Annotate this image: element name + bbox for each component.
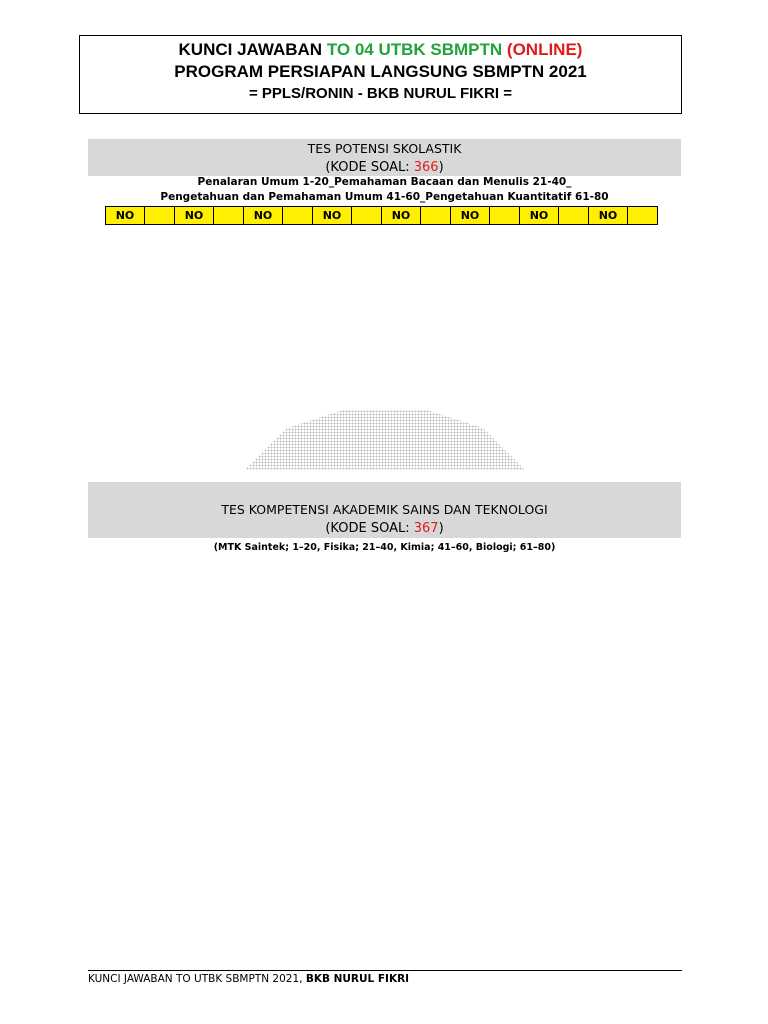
footer-text: KUNCI JAWABAN TO UTBK SBMPTN 2021, — [88, 973, 306, 985]
column-header-no: NO — [313, 207, 352, 225]
footer-org: BKB NURUL FIKRI — [305, 973, 410, 985]
document-header — [79, 35, 682, 114]
column-header-blank — [490, 207, 520, 225]
column-header-no: NO — [244, 207, 283, 225]
tps-subtitle-1: Penalaran Umum 1-20_Pemahaman Bacaan dan Menulis 21-40_ — [197, 176, 572, 188]
tps-subtitle-2: Pengetahuan dan Pemahaman Umum 41-60_Pengetahuan Kuantitatif 61-80 — [160, 191, 609, 203]
column-header-blank — [145, 207, 175, 225]
footer-rule — [88, 970, 682, 971]
column-header-blank — [559, 207, 589, 225]
header-title-line — [80, 39, 681, 61]
column-header-no: NO — [175, 207, 214, 225]
saintek-code-prefix: (KODE SOAL: — [325, 521, 414, 536]
table-header-row — [106, 207, 658, 225]
tps-section-band — [88, 139, 681, 176]
column-header-blank — [214, 207, 244, 225]
header-program: PROGRAM PERSIAPAN LANGSUNG SBMPTN 2021 — [174, 62, 587, 81]
saintek-code-line — [88, 520, 681, 538]
tps-code: 366 — [413, 160, 439, 175]
column-header-no: NO — [451, 207, 490, 225]
column-header-blank — [352, 207, 382, 225]
saintek-section-band — [88, 482, 681, 538]
saintek-code: 367 — [413, 521, 439, 536]
watermark-logo — [210, 410, 560, 470]
tps-title: TES POTENSI SKOLASTIK — [307, 141, 462, 156]
saintek-title: TES KOMPETENSI AKADEMIK SAINS DAN TEKNOLOGI — [221, 502, 548, 517]
footer — [88, 973, 409, 985]
header-title-online: (ONLINE) — [502, 40, 583, 59]
column-header-no: NO — [382, 207, 421, 225]
column-header-blank — [283, 207, 313, 225]
header-title-prefix: KUNCI JAWABAN — [178, 40, 327, 59]
column-header-blank — [421, 207, 451, 225]
tps-code-prefix: (KODE SOAL: — [325, 160, 414, 175]
column-header-no: NO — [106, 207, 145, 225]
column-header-no: NO — [589, 207, 628, 225]
header-title-exam: TO 04 UTBK SBMPTN — [326, 40, 503, 59]
saintek-subtitle: (MTK Saintek; 1–20, Fisika; 21–40, Kimia; 41–60, Biologi; 61–80) — [213, 542, 556, 553]
tps-answer-table — [105, 206, 658, 225]
header-org: = PPLS/RONIN - BKB NURUL FIKRI = — [248, 85, 513, 102]
column-header-blank — [628, 207, 658, 225]
saintek-code-suffix: ) — [438, 521, 444, 536]
column-header-no: NO — [520, 207, 559, 225]
tps-code-suffix: ) — [438, 160, 444, 175]
